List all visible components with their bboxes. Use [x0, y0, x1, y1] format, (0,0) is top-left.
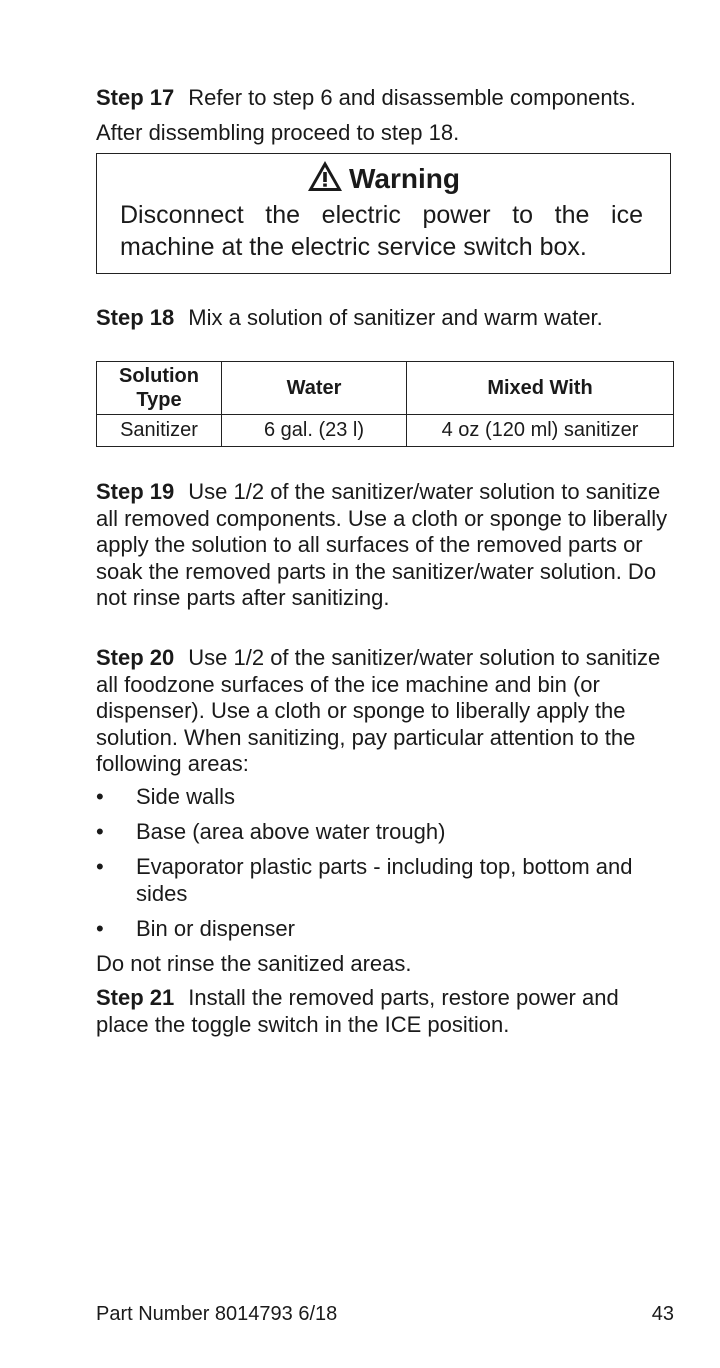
sanitize-areas-list: [96, 784, 674, 951]
step-20-label: Step 20: [96, 645, 175, 670]
list-item: [96, 784, 674, 811]
table-header: Water: [222, 362, 407, 415]
solution-table: [96, 361, 674, 447]
table-cell: 6 gal. (23 l): [222, 415, 407, 447]
list-item-text: Side walls: [136, 784, 236, 809]
bullet-icon: •: [96, 853, 104, 879]
table-header-row: [97, 362, 674, 415]
list-item-text: Base (area above water trough): [136, 818, 446, 844]
table-cell: 4 oz (120 ml) sanitizer: [407, 415, 674, 447]
page-number: 43: [651, 1303, 674, 1325]
list-item: [96, 916, 674, 943]
table-header: Mixed With: [407, 362, 674, 415]
list-item: [96, 819, 674, 846]
step-20-text: Use 1/2 of the sanitizer/water solution to sanitize all foodzone surfaces of the ice machine and bin (or dispenser). Use a cloth or sponge to liberally apply the solution. When sanitizing, pay particular attention to the following areas:: [96, 645, 661, 777]
step-21: [96, 985, 674, 1038]
table-header: Solution Type: [97, 362, 222, 415]
step-20: [96, 645, 674, 778]
bullet-icon: •: [96, 784, 104, 809]
step-19: [96, 479, 674, 612]
step-21-label: Step 21: [96, 985, 175, 1010]
step-18-label: Step 18: [96, 305, 175, 330]
list-item-text: Bin or dispenser: [136, 915, 295, 941]
table-row: [97, 415, 674, 447]
bullet-icon: •: [96, 818, 104, 844]
warning-title: [96, 160, 671, 197]
bullet-icon: •: [96, 915, 104, 941]
step-17-label: Step 17: [96, 85, 175, 110]
step-19-label: Step 19: [96, 479, 175, 504]
part-number: Part Number 8014793 6/18: [96, 1303, 338, 1325]
table-cell: Sanitizer: [97, 415, 222, 447]
step-18: [96, 305, 603, 332]
warning-triangle-icon: [307, 160, 343, 192]
no-rinse-note: Do not rinse the sanitized areas.: [96, 951, 412, 976]
step-17-text: Refer to step 6 and disassemble components. After dissembling proceed to step 18.: [96, 85, 636, 145]
warning-body: Disconnect the electric power to the ice machine at the electric service switch box.: [120, 201, 643, 261]
warning-title-text: Warning: [349, 163, 460, 194]
step-18-text: Mix a solution of sanitizer and warm water.: [188, 305, 603, 330]
list-item: [96, 854, 674, 907]
step-19-text: Use 1/2 of the sanitizer/water solution to sanitize all removed components. Use a cloth or sponge to liberally apply the solution to all surfaces of the removed parts or soak the removed parts in the sanitizer/water solution. Do not rinse parts after sanitizing.: [96, 479, 668, 611]
list-item-text: Evaporator plastic parts - including top, bottom and sides: [136, 853, 633, 906]
step-17: [96, 80, 674, 150]
step-21-text: Install the removed parts, restore power and place the toggle switch in the ICE position.: [96, 985, 619, 1037]
